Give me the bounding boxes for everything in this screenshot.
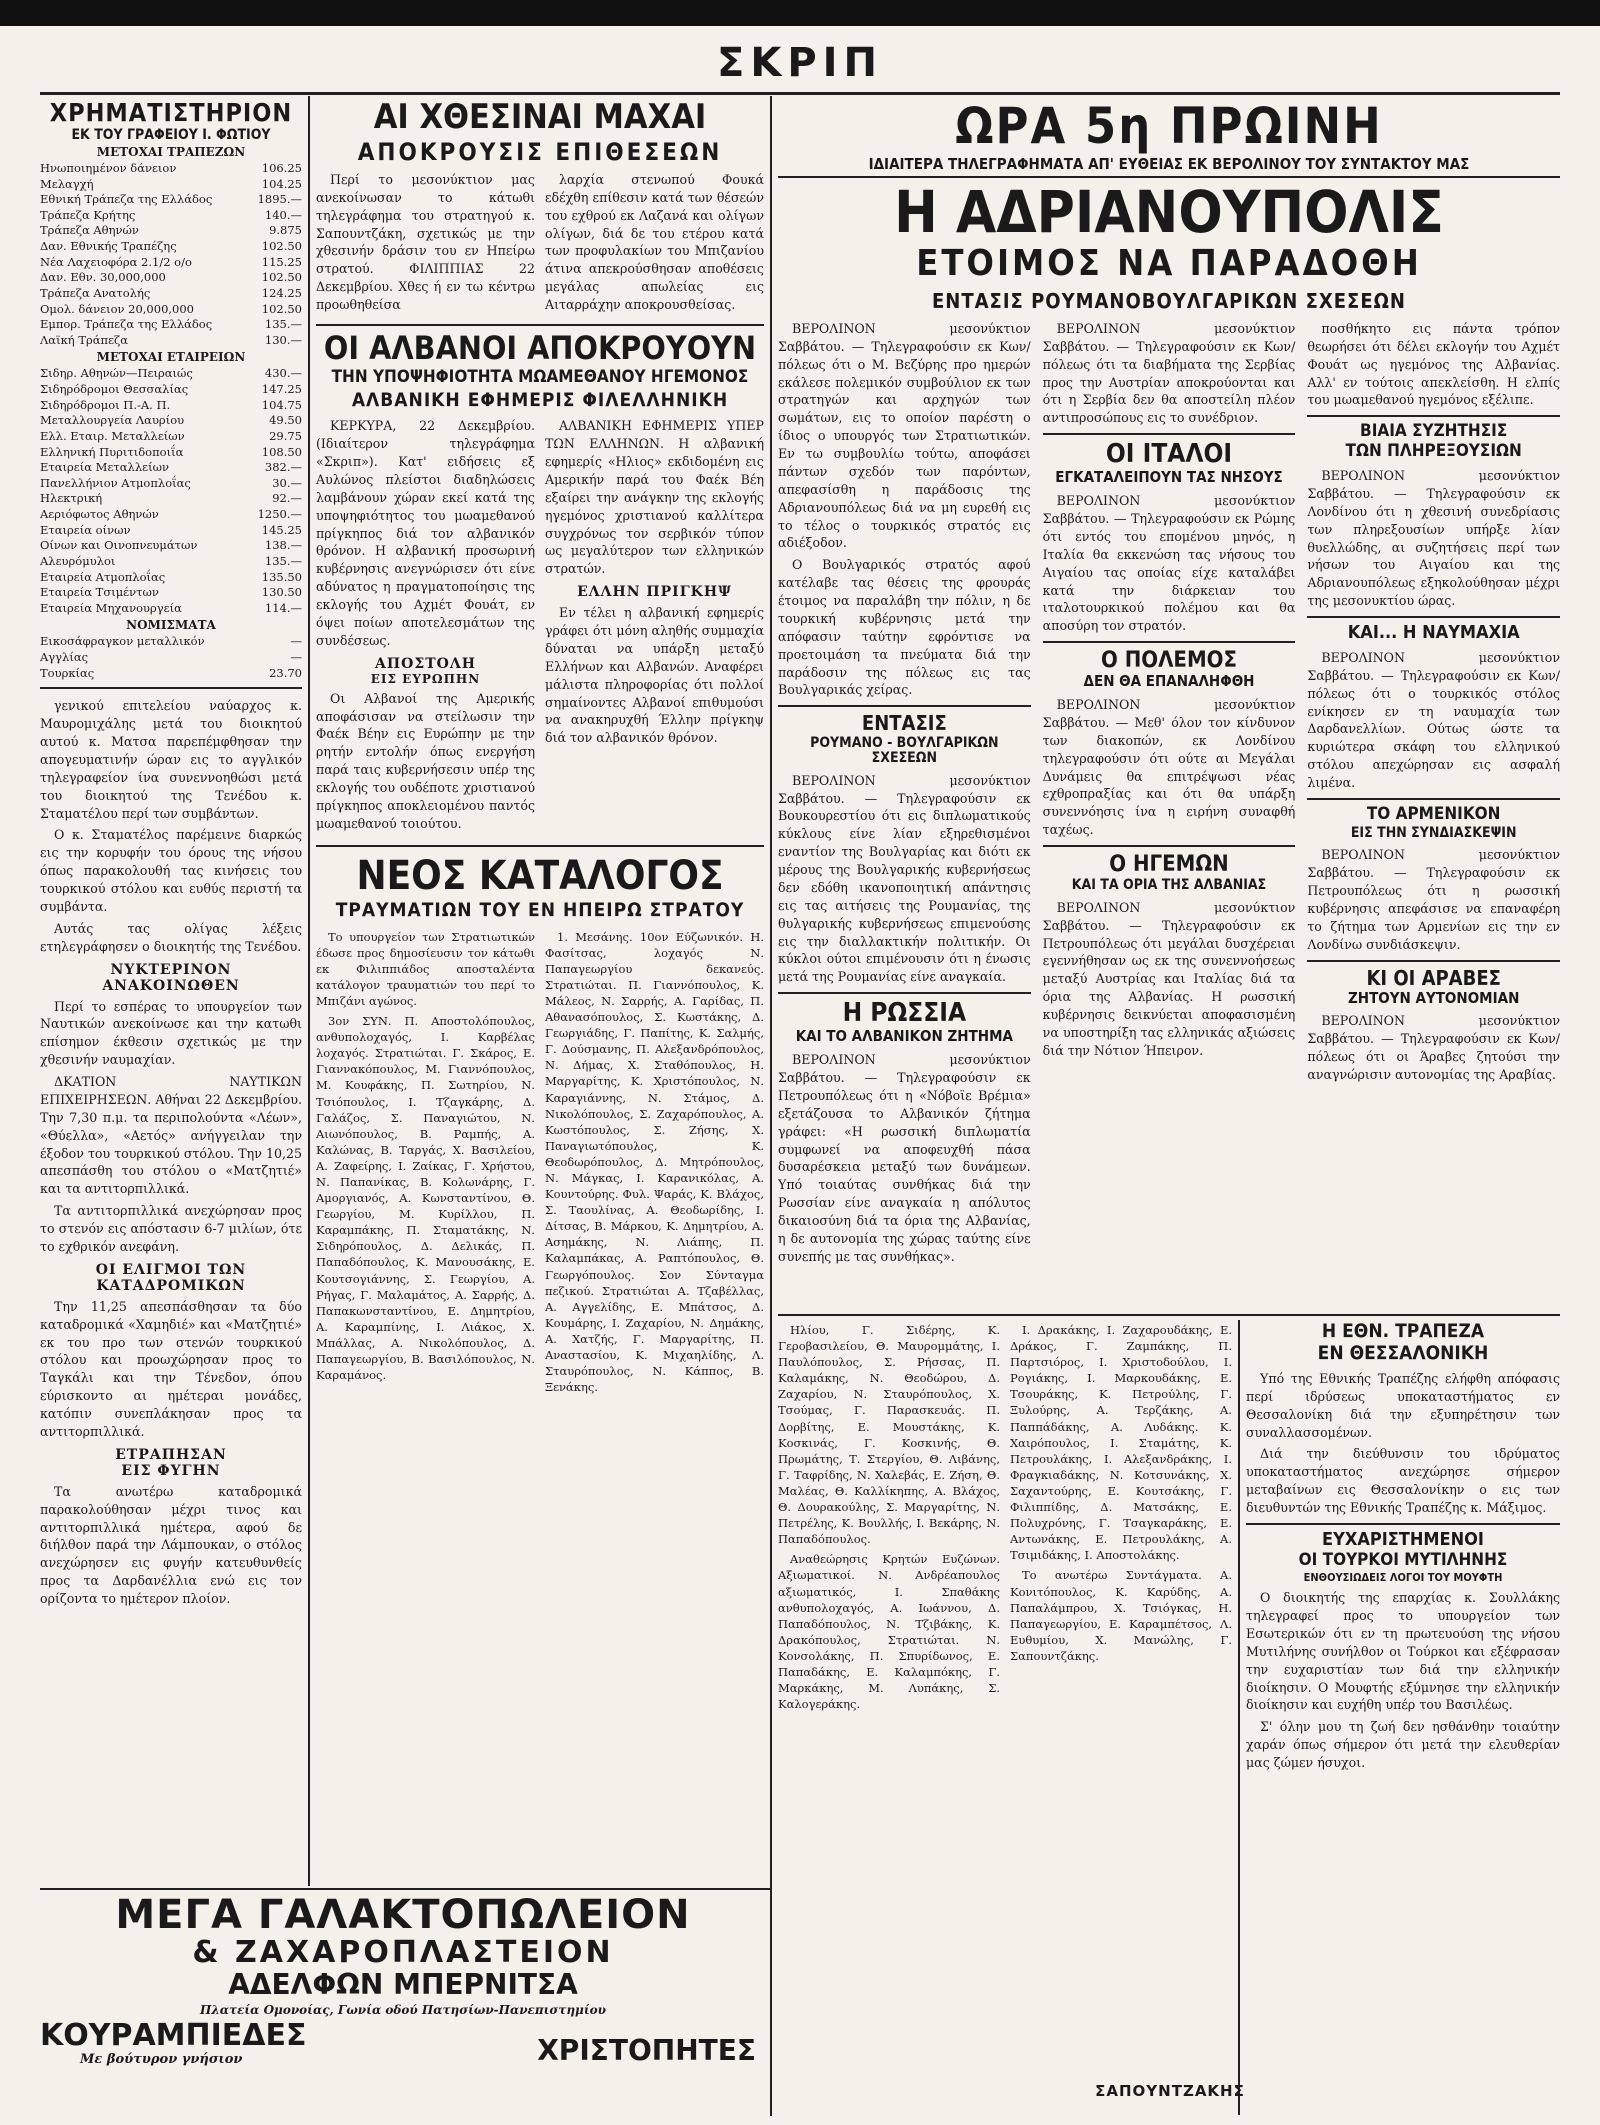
subhead: ΕΙΣ ΕΥΡΩΠΗΝ (370, 671, 481, 686)
headline: ΕΝ ΘΕΣΣΑΛΟΝΙΚΗ (1317, 1341, 1489, 1364)
rate-label: Ηλεκτρική (40, 491, 103, 506)
ad-note: Με βούτυρον γνήσιον (80, 2052, 243, 2068)
rate-label: Πανελλήνιον Ατμοπλοΐας (40, 475, 191, 490)
article-paragraph: Τα αντιτορπιλλικά ανεχώρησαν προς το στενόν εις απόστασιν 6-7 μιλίων, ότε το εχθρικόν ανεφάνη. (40, 1203, 302, 1254)
rate-label: Τράπεζα Κρήτης (40, 207, 136, 222)
headline: ΟΙ ΑΛΒΑΝΟΙ ΑΠΟΚΡΟΥΟΥΝ (323, 328, 757, 367)
rate-label: Δαν. Εθνικής Τραπέζης (40, 239, 177, 254)
article-paragraph: Αυτάς τας ολίγας λέξεις ετηλεγράφησεν ο διοικητής της Τενέδου. (40, 920, 302, 954)
rate-value: 49.50 (269, 413, 302, 428)
column-exchange (40, 100, 302, 1890)
rate-label: Εταιρεία Μεταλλείων (40, 460, 169, 475)
headline: Ο ΗΓΕΜΩΝ (1109, 852, 1229, 878)
rate-row (40, 177, 302, 193)
rate-row (40, 523, 302, 539)
rate-label: Μεταλλουργεία Λαυρίου (40, 413, 185, 428)
masthead-rule (40, 92, 1560, 95)
ad-rule (40, 1888, 770, 1890)
rate-row (40, 286, 302, 302)
telegram-columns (778, 320, 1560, 1270)
headline: ΤΟ ΑΡΜΕΝΙΚΟΝ (1366, 803, 1501, 824)
divider (1043, 845, 1296, 847)
exchange-title: ΧΡΗΜΑΤΙΣΤΗΡΙΟΝ (49, 100, 293, 127)
rate-value: 145.25 (261, 522, 302, 537)
headline: ΤΗΝ ΥΠΟΨΗΦΙΟΤΗΤΑ ΜΩΑΜΕΘΑΝΟΥ ΗΓΕΜΟΝΟΣ (331, 367, 749, 388)
subhead: ΑΝΑΚΟΙΝΩΘΕΝ (102, 977, 240, 994)
rate-value: 30.— (272, 475, 302, 490)
headline: ΚΑΙ ΤΟ ΑΛΒΑΝΙΚΟΝ ΖΗΤΗΜΑ (795, 1027, 1013, 1046)
article-paragraph: Περί το εσπέρας το υπουργείον των Ναυτικών ανεκοίνωσε και την κατωθι επίσημον έκθεσιν σχετικώς με την χθεσινήν ναυμαχίαν. (40, 998, 302, 1068)
rate-row (40, 398, 302, 414)
headline: ΟΙ ΤΟΥΡΚΟΙ ΜΥΤΙΛΗΝΗΣ (1298, 1549, 1508, 1570)
article-paragraph: Οι Αλβανοί της Αμερικής αποφάσισαν να στείλωσιν την Φαέκ Βέην εις Ευρώπην με την ρητήν εντολήν όπως ενεργήση παρά ταις κυβερνήσεσιν υπέρ της εκλογής του ουδέποτε χριστιανού πρίγκηπος αποκλειομένου παντός μωαμεθανού τοιούτου. (316, 690, 535, 831)
telegram-column-mid (1043, 320, 1296, 1270)
divider (1307, 616, 1560, 618)
headline: ΕΝΤΑΣΙΣ (861, 711, 947, 736)
rate-label: Αεριόφωτος Αθηνών (40, 507, 159, 522)
rate-row (40, 270, 302, 286)
rate-value: 124.25 (261, 285, 302, 300)
headline: ΕΙΣ ΤΗΝ ΣΥΝΔΙΑΣΚΕΨΙΝ (1350, 824, 1517, 841)
ad-address: Πλατεία Ομονοίας, Γωνία οδού Πατησίων-Πανεπιστημίου (200, 2003, 606, 2018)
rate-label: Ελλ. Εταιρ. Μεταλλείων (40, 428, 185, 443)
column-casualties-continued (778, 1322, 1232, 2117)
divider (316, 845, 764, 847)
rate-row (40, 585, 302, 601)
masthead: ΣΚΡΙΠ (717, 40, 883, 86)
rate-value: 430.— (264, 366, 302, 381)
headline: ΡΟΥΜΑΝΟ - ΒΟΥΛΓΑΡΙΚΩΝ ΣΧΕΣΕΩΝ (810, 735, 999, 766)
headline: Η ΕΘΝ. ΤΡΑΠΕΖΑ (1321, 1322, 1485, 1342)
article-albanians (316, 417, 764, 836)
rate-row (40, 317, 302, 333)
rate-value: 135.— (264, 553, 302, 568)
divider (1043, 433, 1296, 435)
ad-product: ΧΡΙΣΤΟΠΗΤΕΣ (537, 2034, 756, 2068)
article-paragraph: ΒΕΡΟΛΙΝΟΝ μεσονύκτιον Σαββάτου. — Τηλεγραφούσιν εκ Πετρουπόλεως ότι μεγάλαι δυσχέρειαι εγεννήθησαν ως εκ της συνεννοήσεως μεταξύ Αυστρίας και Ιταλίας διά τα όρια της Αλβανίας. Η ρωσσική κυβέρνησις δεικνύεται αποφασισμένη να υποστηρίξη τας ελληνικάς αξιώσεις διά την Νότιον Ήπειρον. (1042, 899, 1296, 1058)
article-paragraph: λαρχία στενωπού Φουκά εδέχθη επίθεσιν κατά των θέσεών του εχθρού εκ Λαζανά και ολίγων ολίγων, διά δε του ετέρου κατά των προφυλακίων του Μπιζανίου άτινα απεκρούσθησαν αποθέσεις μεγάλας απωλείας εις Αιταρράχην αποκρουσθείσας. (545, 171, 764, 312)
rate-row (40, 302, 302, 318)
rate-value: 23.70 (269, 665, 302, 680)
rate-label: Εταιρεία Ατμοπλοΐας (40, 569, 166, 584)
article-paragraph: Την 11,25 απεσπάσθησαν τα δύο καταδρομικά «Χαμηδιέ» και «Ματζητιέ» εκ του προ των στενών τουρκικού στόλου και προωχώρησαν προς το Ταγκάλι και την Τένεδον, όπου εύρισκοντο αι ημέτεραι μονάδες, κατόπιν συνεπλάκησαν προς τα αντιτορπιλλικά. (40, 1298, 302, 1439)
article-paragraph: ΒΕΡΟΛΙΝΟΝ μεσονύκτιον Σαββάτου. — Τηλεγραφούσιν εκ Κων/πόλεως ότι ο τουρκικός στόλος ενίκησεν εν τη ναυμαχία των Δαρδανελλίων. Ούτως ώστε τα κυριώτερα σκάφη του ελληνικού στόλου απεχώρησαν εις ασφαλή λιμένα. (1307, 649, 1560, 791)
headline: ΝΕΟΣ ΚΑΤΑΛΟΓΟΣ (356, 852, 724, 899)
rate-row (40, 255, 302, 271)
article-paragraph: Εν τέλει η αλβανική εφημερίς γράφει ότι μόνη αληθής συμμαχία δύναται να υπάρξη μεταξύ Ελλήνων και Αλβανών. Αναφέρει μάλιστα πληροφορίας ότι πολλοί σημαίνοντες Αλβανοί επιθυμούσι να ανακηρυχθή Έλλην πρίγκηψ διά τον αλβανικόν θρόνον. (545, 605, 764, 746)
article-paragraph: ΒΕΡΟΛΙΝΟΝ μεσονύκτιον Σαββάτου. — Τηλεγραφούσιν εκ Πετρουπόλεως ότι η ρωσσική κυβέρνησις απεφάσισε να επαναφέρη το ζήτημα των Αρμενίων εις την εν Λονδίνω συνδιάσκεψιν. (1307, 847, 1560, 952)
article-paragraph: Ηλίου, Γ. Σιδέρης, Κ. Γεροβασιλείου, Θ. Μαυρομμάτης, Ι. Παυλόπουλος, Σ. Ρήσσας, Π. Καλαμάκης, Ν. Θεοδώρου, Δ. Ζαχαρίου, Ν. Σταυρόπουλος, Χ. Τσούμας, Γ. Παρασκευάς. Π. Δορβίτης, Ε. Μουστάκης, Κ. Κοσκινάς, Γ. Κοσκινής, Θ. Πρωμάτης, Τ. Στεργίου, Θ. Λιβάνης, Γ. Ταφρίδης, Ν. Χαλεβάς, Ε. Ζήση, Θ. Μαλέας, Θ. Καλλίκηπης, Α. Βλάχος, Θ. Δουρακούλης, Σ. Μαργαρίτης, Ν. Πετρέλης, Κ. Βουλλής, Ι. Βεκάρης, Ν. Παπαδόπουλος. (778, 1323, 1000, 1547)
rate-label: Εταιρεία Μηχανουργεία (40, 600, 182, 615)
rate-value: 29.75 (269, 428, 302, 443)
rate-value: 140.— (264, 207, 302, 222)
rate-value: — (290, 650, 302, 665)
rate-row (40, 445, 302, 461)
rate-value: 135.50 (261, 569, 302, 584)
rate-label: Τράπεζα Αθηνών (40, 223, 139, 238)
rate-row (40, 413, 302, 429)
subhead: ΕΤΡΑΠΗΣΑΝ (115, 1446, 227, 1463)
divider (1307, 960, 1560, 962)
rate-value: 138.— (264, 538, 302, 553)
rate-label: Σιδηρόδρομοι Θεσσαλίας (40, 382, 189, 397)
article-paragraph: 1. Μεσάνης. 10ον Εύζωνικόν. Η. Φασίτσας, λοχαγός Ν. Παπαγεωργίου δεκανεύς. Στρατιώται. Π. Γιαννόπουλος, Κ. Μάλεος, Ν. Σαρρής, Α. Γαρίδας, Π. Αθανασόπουλος, Σ. Κωστάκης, Δ. Γεωργιάδης, Γ. Παπίτης, Κ. Σαλμής, Γ. Δούσμανης, Π. Αλεξανδρόπουλος, Ν. Δήμας, Χ. Σταθόπουλος, Η. Μαργαρίτης, Κ. Χριστόπουλος, Ν. Καραγιάννης, Ν. Στάμος, Δ. Νικολόπουλος, Σ. Ζαχαρόπουλος, Α. Κωστόπουλος, Σ. Ζήσης, Χ. Παναγιωτόπουλος, Κ. Θεοδωρόπουλος, Δ. Μητρόπουλος, Ν. Μάγκας, Ι. Καρανικόλας, Α. Κουντούρης. Φυλ. Ψαράς, Κ. Βλάχος, Σ. Ταουλίνας, Α. Θεοδωρίδης, Ι. Δίτσας, Β. Μάρκου, Κ. Δημητρίου, Α. Ασημάκης, Ν. Λιάπης, Π. Καλαμπάκας, Α. Ραπτόπουλος, Θ. Γεωργόπουλος. Σον Σύνταγμα πεζικού. Στρατιώται Α. Τζαβέλλας, Α. Αγγελίδης, Ε. Μπάτσος, Δ. Κουμάρης, Ι. Ζαχαρίου, Ν. Δημάκης, Α. Χατζής, Γ. Μαργαρίτης, Π. Αναστασίου, Κ. Μιχαηλίδης, Λ. Σταυρόπουλος, Ν. Κάππος, Β. Ξενάκης. (545, 929, 764, 1395)
headline-hour: ΩΡΑ 5η ΠΡΩΙΝΗ (955, 100, 1383, 155)
headline: ΑΛΒΑΝΙΚΗ ΕΦΗΜΕΡΙΣ ΦΙΛΕΛΛΗΝΙΚΗ (351, 389, 729, 412)
rate-row (40, 223, 302, 239)
article-paragraph: ΒΕΡΟΛΙΝΟΝ μεσονύκτιον Σαββάτου. — Τηλεγραφούσιν εκ Βουκουρεστίου ότι εις διπλωματικούς κύκλους είνε λίαν εξηρεθισμένοι εναντίον της Βουλγαρίας και διότι εκ μέρους της Βουλγαρικής κυβερνήσεως δεν εδόθη ικανοποιητική απάντησις εις τας αιτήσεις της Ρουμανίας, της θυλγαρικής κυβερνήσεως επιμενούσης εις την διαλλακτικήν πολιτικήν. Οι κύκλοι ούτοι επιμένουσιν ότι η ένωσις μετά της Ρουμανίας είνε αναγκαία. (778, 772, 1031, 985)
exchange-rates (40, 145, 302, 681)
section-rule (778, 1314, 1560, 1316)
rate-value: — (290, 634, 302, 649)
rate-label: Λαϊκή Τράπεζα (40, 332, 129, 347)
rate-row (40, 554, 302, 570)
headline-subtitle: ΙΔΙΑΙΤΕΡΑ ΤΗΛΕΓΡΑΦΗΜΑΤΑ ΑΠ' ΕΥΘΕΙΑΣ ΕΚ ΒΕΡΟΛΙΝΟΥ ΤΟΥ ΣΥΝΤΑΚΤΟΥ ΜΑΣ (868, 154, 1470, 173)
subhead: ΝΥΚΤΕΡΙΝΟΝ (110, 961, 232, 978)
article-paragraph: Περί το μεσονύκτιον μας ανεκοίνωσαν το κάτωθι τηλεγράφημα του στρατηγού κ. Σαπουντζάκη, σχετικώς με την χθεσινήν δράσιν του εν Ηπείρω στρατού. ΦΙΛΙΠΠΙΑΣ 22 Δεκεμβρίου. Χθες ή εν τω κέντρω προωθηθείσα (316, 171, 535, 312)
headline: ΕΤΟΙΜΟΣ ΝΑ ΠΑΡΑΔΟΘΗ (916, 243, 1422, 285)
ad-product: ΚΟΥΡΑΜΠΙΕΔΕΣ (40, 2018, 307, 2054)
ad-line: ΑΔΕΛΦΩΝ ΜΠΕΡΝΙΤΣΑ (228, 1968, 578, 2001)
rate-row (40, 239, 302, 255)
article-paragraph: ΒΕΡΟΛΙΝΟΝ μεσονύκτιον Σαββάτου. — Τηλεγραφούσιν εκ Πετρουπόλεως ότι η «Νόβοϊε Βρέμια» εξετάζουσα το Αλβανικόν ζήτημα γράφει: «Η ρωσσική διπλωματία συμφωνεί να αποφευχθή πάσα δυσαρέσκεια μεταξύ των δυνάμεων. Υπό τοιαύτας συνθήκας διά την Ρωσσίαν είνε αναγκαία η απόλυτος δικαιοσύνη διά τα όρια της Αλβανίας, η δε αυτονομία της χώρας ταύτης είνε συνεπής με τας συνθήκας». (778, 1052, 1031, 1264)
article-paragraph: Ο διοικητής της επαρχίας κ. Σουλλάκης τηλεγραφεί προς το υπουργείον των Εσωτερικών ότι εν τη πρωτευούση της νήσου Μυτιλήνης συνήλθον οι Τούρκοι και εξέφρασαν την ευχαριστίαν των διά την ελληνικήν διοίκησιν. Ο Μουφτής εξύμνησε την ελληνικήν διοίκησιν και ευχήθη υπέρ του Βασιλέως. (1246, 1590, 1560, 1713)
headline: ΔΕΝ ΘΑ ΕΠΑΝΑΛΗΦΘΗ (1083, 672, 1255, 691)
rate-row (40, 460, 302, 476)
divider (778, 992, 1031, 994)
column-telegrams (778, 100, 1560, 1310)
subhead: ΚΑΤΑΔΡΟΜΙΚΩΝ (96, 1277, 246, 1294)
column-bank-mytilene (1246, 1322, 1560, 2117)
headline: ΕΓΚΑΤΑΛΕΙΠΟΥΝ ΤΑΣ ΝΗΣΟΥΣ (1055, 468, 1283, 487)
subhead: ΟΙ ΕΛΙΓΜΟΙ ΤΩΝ (95, 1261, 247, 1278)
rates-section-currencies: ΝΟΜΙΣΜΑΤΑ (126, 618, 216, 633)
headline: ΤΡΑΥΜΑΤΙΩΝ ΤΟΥ ΕΝ ΗΠΕΙΡΩ ΣΤΡΑΤΟΥ (335, 898, 745, 921)
rate-label: Ελληνική Πυριτιδοποιΐα (40, 444, 184, 459)
rate-value: 102.50 (261, 239, 302, 254)
rate-label: Τουρκίας (40, 665, 95, 680)
rate-value: 1250.— (257, 507, 302, 522)
rate-value: 147.25 (261, 382, 302, 397)
article-paragraph: ΒΕΡΟΛΙΝΟΝ μεσονύκτιον Σαββάτου. — Τηλεγραφούσιν εκ Λονδίνου ότι η χθεσινή συνεδρίασις των πληρεξουσίων υπήρξε λίαν θυελλώδης, αι συζητήσεις περί των νήσων του Αιγαίου και της Αδριανουπόλεως εξηκολούθησαν μέχρι της μεσονυκτίου ώρας. (1307, 468, 1560, 609)
telegram-column-right (1307, 320, 1560, 1270)
headline: ΟΙ ΙΤΑΛΟΙ (1105, 439, 1233, 470)
article-casualties (316, 929, 764, 1396)
headline: Ο ΠΟΛΕΜΟΣ (1101, 648, 1237, 674)
rate-row (40, 333, 302, 349)
subhead: ΕΛΛΗΝ ΠΡΙΓΚΗΨ (577, 584, 732, 601)
article-paragraph: ΒΕΡΟΛΙΝΟΝ μεσονύκτιον Σαββάτου. — Τηλεγραφούσιν εκ Κων/πόλεως ότι ο Μ. Βεζύρης προ ημερών εκάλεσε πολεμικόν συμβούλιον εκ των στρατηγών και αρχηγών των σωμάτων, εις το οποίον παρέστη ο ίδιος ο υπουργός των Στρατιωτικών. Εν τω συμβουλίω τούτω, αποφάσει πάντων σχεδόν των παρόντων, απεφασίσθη η παράδοσις της Αδριανουπόλεως διά να μη ευρεθή εις το τέλος ο τουρκικός στρατός εις αδιέξοδον. (778, 320, 1031, 551)
rate-row (40, 666, 302, 682)
rate-value: 1895.— (257, 192, 302, 207)
rate-label: Νέα Λαχειοφόρα 2.1/2 ο/ο (40, 254, 192, 269)
rate-value: 130.50 (261, 585, 302, 600)
rate-row (40, 650, 302, 666)
article-paragraph: Τα ανωτέρω καταδρομικά παρακολούθησαν μέχρι τινος και αντιτορπιλλικά ημέτερα, αφού δε διήλθον παρά την Λάμπουκαν, ο στόλος ανεχώρησεν εις φυγήν κατευθυνθείς προς τα Δαρδανέλλια ενώ εις τον ορίζοντα το ημέτερον πλοίον. (40, 1483, 302, 1607)
rate-row (40, 208, 302, 224)
rate-row (40, 601, 302, 617)
rate-row (40, 476, 302, 492)
headline: ΕΝΘΟΥΣΙΩΔΕΙΣ ΛΟΓΟΙ ΤΟΥ ΜΟΥΦΤΗ (1303, 1570, 1503, 1584)
rate-label: Αλευρόμυλοι (40, 553, 116, 568)
article-paragraph: ΒΕΡΟΛΙΝΟΝ μεσονύκτιον Σαββάτου. — Τηλεγραφούσιν εκ Ρώμης ότι εντός του επομένου μηνός, η Ιταλία θα εκκενώση τας νήσους του Αιγαίου τας οποίας είχε καταλάβει κατά την διάρκειαν του ιταλοτουρκικού πολέμου και θα αποσύρη τον στρατόν. (1042, 493, 1296, 634)
rate-value: 104.75 (261, 397, 302, 412)
rate-label: Εικοσάφραγκον μεταλλικόν (40, 634, 205, 649)
rate-value: 382.— (264, 460, 302, 475)
divider (1307, 415, 1560, 417)
rate-label: Σιδηρ. Αθηνών—Πειραιώς (40, 366, 193, 381)
rate-label: Ομολ. δάνειον 20,000,000 (40, 301, 194, 316)
rate-row (40, 570, 302, 586)
headline: ΕΥΧΑΡΙΣΤΗΜΕΝΟΙ (1322, 1528, 1484, 1550)
rate-row (40, 507, 302, 523)
headline: ΚΑΙ... Η ΝΑΥΜΑΧΙΑ (1347, 622, 1520, 643)
rate-row (40, 192, 302, 208)
article-paragraph: Διά την διεύθυνσιν του ιδρύματος υποκαταστήματος ανεχώρησε σήμερον μεταβαίνων εις Θεσσαλονίκην ο εις των διευθυντών της Εθνικής Τραπέζης κ. Μάξιμος. (1246, 1446, 1560, 1515)
subhead: ΕΙΣ ΦΥΓΗΝ (121, 1462, 221, 1479)
exchange-subtitle: ΕΚ ΤΟΥ ΓΡΑΦΕΙΟΥ Ι. ΦΩΤΙΟΥ (71, 127, 271, 144)
rate-value: 102.50 (261, 301, 302, 316)
rate-value: 102.50 (261, 270, 302, 285)
article-battles (316, 171, 764, 318)
rate-row (40, 491, 302, 507)
signature: ΣΑΠΟΥΝΤΖΑΚΗΣ (1095, 2082, 1245, 2100)
rate-label: Μελαγχή (40, 176, 94, 191)
rate-row (40, 429, 302, 445)
rate-row (40, 161, 302, 177)
article-paragraph: Αναθεώρησις Κρητών Ευζώνων. Αξιωματικοί. Ν. Ανδρέαπουλος αξιωματικός, Ι. Σπαθάκης ανθυπολοχαγός, Α. Ιωάννου, Δ. Παπαδόπουλος, Ν. Τζιβάκης, Κ. Δρακόπουλος, Στρατιώται. Ν. Κονσολάκης, Π. Σπυρίδωνος, Ε. Παπαδάκης, Ε. Καλαμπόκης, Γ. Μαρκάκης, Μ. Λυπάκης, Σ. Καλογεράκης. (778, 1552, 1000, 1712)
advertisement (40, 1894, 766, 2119)
column-battles (316, 100, 764, 2120)
divider (778, 705, 1031, 707)
rate-value: 130.— (264, 332, 302, 347)
headline: ΕΝΤΑΣΙΣ ΡΟΥΜΑΝΟΒΟΥΛΓΑΡΙΚΩΝ ΣΧΕΣΕΩΝ (932, 288, 1406, 313)
divider (1043, 641, 1296, 643)
column-rule (770, 96, 772, 2116)
rate-label: Εταιρεία Τσιμέντων (40, 585, 159, 600)
rate-label: Τράπεζα Ανατολής (40, 285, 151, 300)
rate-value: 106.25 (261, 160, 302, 175)
article-paragraph: γενικού επιτελείου ναύαρχος κ. Μαυρομιχάλης μετά του διοικητού αυτού κ. Ματσα παρεπέμφθησαν την απογευματινήν ώραν εις το αγγλικόν τηλεγραφείον ίνα συνεννοηθώσι μετά του διοικητού της Τενέδου κ. Σταματέλου περί των συμβάντων. (40, 698, 302, 821)
rate-label: Αγγλίας (40, 650, 89, 665)
article-paragraph: Σ' όλην μου τη ζωή δεν ησθάνθην τοιαύτην χαράν όπως σήμερον ότι μετά την ελευθερίαν μας ζώμεν ήσυχοι. (1246, 1719, 1560, 1771)
article-paragraph: ΚΕΡΚΥΡΑ, 22 Δεκεμβρίου. (Ιδιαίτερον τηλεγράφημα «Σκριπ»). Κατ' ειδήσεις εξ Αυλώνος πλείστοι διαδηλώσεις λαμβάνουν χώραν εκεί κατά της υποψηφιότητος του μωαμεθανού πρίγκηπος διά τον αλβανικόν θρόνον. Η αλβανική προσωρινή κυβέρνησις ανεγνώρισεν ότι είνε αδύνατος η πραγματοποίησις της εκλογής του Αχμέτ Φουάτ, εν όψει ποίων αποτελεσμάτων της συνδέσεως. (316, 418, 535, 648)
headline: ΚΑΙ ΤΑ ΟΡΙΑ ΤΗΣ ΑΛΒΑΝΙΑΣ (1071, 877, 1267, 894)
rate-label: Σιδηρόδρομοι Π.-Α. Π. (40, 397, 171, 412)
rate-label: Ηνωποιημένον δάνειον (40, 160, 177, 175)
article-paragraph: Ο Βουλγαρικός στρατός αφού κατέλαβε τας θέσεις της φρουράς έτοιμος να παραλάβη την πόλιν, η δε τουρκική κυβέρνησις μετά την απόφασιν ταύτην εφρόντισε να προετοιμάση τα πνεύματα διά την παράδοσιν της πόλεως εις τας Βουλγαρικάς χείρας. (778, 557, 1031, 698)
column-rule (1238, 1320, 1240, 2115)
rates-section-banks: ΜΕΤΟΧΑΙ ΤΡΑΠΕΖΩΝ (96, 144, 246, 159)
subhead: ΑΠΟΣΤΟΛΗ (375, 655, 476, 672)
article-paragraph: ΔΚΑΤΙΟΝ ΝΑΥΤΙΚΩΝ ΕΠΙΧΕΙΡΗΣΕΩΝ. Αθήναι 22 Δεκεμβρίου. Την 7,30 π.μ. τα περιπολούντα «Λέων», «Θύελλα», «Αετός» ανήγγειλαν την έξοδον του τουρκικού στόλου. Την 10,25 απεσπάσθη του στόλου ο «Ματζητιέ» και τα αντιτορπιλλικά. (40, 1074, 302, 1197)
article-paragraph: ΑΛΒΑΝΙΚΗ ΕΦΗΜΕΡΙΣ ΥΠΕΡ ΤΩΝ ΕΛΛΗΝΩΝ. Η αλβανική εφημερίς «Ηλιος» εκδιδομένη εις Αμερικήν παρά του Φαέκ Βέη εξαίρει την ανάγκην της εκλογής ηγεμόνος χριστιανού καλλίτερα συγχρόνως τον σερβικόν τύπον ως μεγαλύτερον των ελληνικών στρατών. (545, 418, 764, 577)
rate-row (40, 538, 302, 554)
divider (40, 687, 302, 689)
headline: ΑΙ ΧΘΕΣΙΝΑΙ ΜΑΧΑΙ (373, 100, 707, 137)
article-paragraph: Το ανωτέρω Συντάγματα. Α. Κονιτόπουλος, Κ. Καρύδης, Α. Παπαλάμπρου, Χ. Τσιόγκας, Η. Παπαγεωργίου, Ε. Καραμπέτσος, Λ. Ευθυμίου, Χ. Μανώλης, Γ. Σαπουντζάκης. (1010, 1568, 1232, 1663)
rate-value: 92.— (272, 491, 302, 506)
divider (316, 324, 764, 326)
article-paragraph: Ι. Δρακάκης, Ι. Ζαχαρουδάκης, Ε. Δράκος, Γ. Ζαμπάκης, Π. Παρτσιόρος, Ι. Χριστοδούλου, Ι. Ρογιάκης, Ι. Μαρκουδάκης, Ε. Τσουράκης, Κ. Πετρούλης, Γ. Ξυλούρης, Α. Τερζάκης, Α. Παππάδάκης, Α. Λυδάκης. Κ. Χαιρόπουλος, Ι. Σταμάτης, Κ. Πετρουλάκης, Ι. Αλεξανδράκης, Ι. Φραγκιαδάκης, Ν. Κοτσυνάκης, Χ. Σαχαντούρης, Ε. Κουτσάκης, Γ. Φιλιππίδης, Δ. Ματσάκης, Ε. Πολυχρόνης, Γ. Τσαγκαράκης, Ε. Αντωνάκης, Ε. Πετρουλάκης, Α. Τσιμιδάκης, Ι. Αποστολάκης. (1010, 1323, 1232, 1563)
telegram-column-left (778, 320, 1031, 1270)
headline: ΒΙΑΙΑ ΣΥΖΗΤΗΣΙΣ (1360, 421, 1508, 442)
column-rule (308, 96, 310, 1886)
rate-label: Δαν. Εθν. 30,000,000 (40, 270, 166, 285)
article-paragraph: 3ον ΣΥΝ. Π. Αποστολόπουλος, ανθυπολοχαγός, Ι. Καρβέλας λοχαγός. Στρατιώται. Γ. Σκάρος, Ε. Γιαννακόπουλος, Μ. Γιαννόπουλος, Μ. Κουφάκης, Π. Σωτηρίου, Ν. Τσιόπουλος, Ι. Τζαγκάρης, Δ. Γαλάζος, Σ. Παναγιώτου, Ν. Αιωνόπουλος, Β. Ραμπής, Α. Καλώνας, Β. Ταργάς, Χ. Βασιλείου, Α. Ζαφείρης, Ι. Ζαίκας, Γ. Χρήστου, Ν. Παπανίκας, Β. Κολωνάρης, Γ. Αμοργιανός, Α. Κωνσταντίνου, Θ. Γεωργίου, Μ. Κυρίλλου, Π. Καραμπάκης, Π. Σταματάκης, Ν. Σιδηρόπουλος, Δ. Δελικάς, Π. Παπαδόπουλος, Κ. Μανουσάκης, Ε. Κουτσογιάννης, Σ. Γεωργίου, Α. Ρήγας, Γ. Μαλαμάτος, Α. Σαρρής, Δ. Παπακωνσταντίνου, Ε. Δημητρίου, Α. Καραμπίνης, Ι. Λιάκος, Χ. Μπάλλας, Α. Νικολόπουλος, Δ. Παπαγεωργίου, Β. Βασιλόπουλος, Ν. Καραμάνος. (316, 1014, 535, 1383)
headline-adrianople: Η ΑΔΡΙΑΝΟΥΠΟΛΙΣ (894, 178, 1444, 247)
headline: ΑΠΟΚΡΟΥΣΙΣ ΕΠΙΘΕΣΕΩΝ (357, 137, 723, 166)
article-paragraph: ΒΕΡΟΛΙΝΟΝ μεσονύκτιον Σαββάτου. — Τηλεγραφούσιν εκ Κων/πόλεως ότι οι Άραβες ζητούσι την αναγνώρισιν αυτονομίας της Αραβίας. (1307, 1013, 1560, 1083)
rate-value: 135.— (264, 317, 302, 332)
headline: ΚΙ ΟΙ ΑΡΑΒΕΣ (1366, 965, 1501, 990)
top-border (0, 0, 1600, 26)
article-paragraph: Το υπουργείον των Στρατιωτικών έδωσε προς δημοσίευσιν τον κάτωθι εκ Φιλιππιάδος αποσταλέντα κατάλογον τραυματιών του περί το Μπιζάνι αγώνος. (316, 929, 535, 1008)
headline: ΖΗΤΟΥΝ ΑΥΤΟΝΟΜΙΑΝ (1348, 988, 1520, 1007)
article-paragraph: Ο κ. Σταματέλος παρέμεινε διαρκώς εις την κορυφήν του όρους της νήσου όπως παρακολουθή τας κινήσεις του τουρκικού στόλου και ευθύς περιστή τα συμβάντα. (40, 827, 302, 914)
article-paragraph: ΒΕΡΟΛΙΝΟΝ μεσονύκτιον Σαββάτου. — Μεθ' όλον τον κίνδυνον των διακοπών, εκ Λονδίνου τηλεγραφούσιν ότι ούτε αι Μεγάλαι Δυνάμεις θα επιτρέψωσι νέας εχθροπραξίας και ότι θα υπάρξη συνεννόησις ίνα η ειρήνη συναφθή ταχέως. (1042, 697, 1296, 838)
rates-section-companies: ΜΕΤΟΧΑΙ ΕΤΑΙΡΕΙΩΝ (96, 350, 246, 365)
rate-value: 104.25 (261, 176, 302, 191)
rate-label: Οίνων και Οινοπνευμάτων (40, 538, 198, 553)
divider (1246, 1523, 1560, 1525)
article-paragraph: ΒΕΡΟΛΙΝΟΝ μεσονύκτιον Σαββάτου. — Τηλεγραφούσιν εκ Κων/πόλεως ότι τα διαβήματα της Σερβίας προς την Αυστρίαν αποκρούονται και ότι η Σερβία δεν θα αποστείλη πλέον αντιπροσώπους εις το συνέδριον. (1042, 320, 1296, 426)
rate-value: 115.25 (261, 254, 302, 269)
rate-row (40, 382, 302, 398)
divider (1307, 798, 1560, 800)
rate-label: Εθνική Τράπεζα της Ελλάδος (40, 192, 213, 207)
rate-label: Εταιρεία οίνων (40, 522, 131, 537)
article-paragraph: ποσθήκητο εις πάντα τρόπον θεωρήσει ότι δέλει εκλογήν του Αχμέτ Φουάτ ως ηγεμόνος της Αλβανίας. Αλλ' εν τούτοις απεκλείσθη. Η ελπίς του μωαμεθανού ηγεμόνος εξέλιπε. (1307, 320, 1560, 408)
rate-row (40, 634, 302, 650)
rate-value: 9.875 (269, 223, 302, 238)
headline: Η ΡΩΣΣΙΑ (842, 998, 967, 1029)
rate-row (40, 366, 302, 382)
headline: ΤΩΝ ΠΛΗΡΕΞΟΥΣΙΩΝ (1345, 441, 1522, 462)
article-paragraph: Υπό της Εθνικής Τραπέζης ελήφθη απόφασις περί ιδρύσεως υποκαταστήματος εν Θεσσαλονίκη διά την εξυπηρέτησιν των συναλλασσομένων. (1246, 1370, 1560, 1440)
ad-line: ΜΕΓΑ ΓΑΛΑΚΤΟΠΩΛΕΙΟΝ (115, 1894, 691, 1938)
rate-label: Εμπορ. Τράπεζα της Ελλάδος (40, 317, 213, 332)
rate-value: 108.50 (261, 444, 302, 459)
ad-line: & ΖΑΧΑΡΟΠΛΑΣΤΕΙΟΝ (192, 1935, 614, 1970)
rate-value: 114.— (264, 600, 302, 615)
